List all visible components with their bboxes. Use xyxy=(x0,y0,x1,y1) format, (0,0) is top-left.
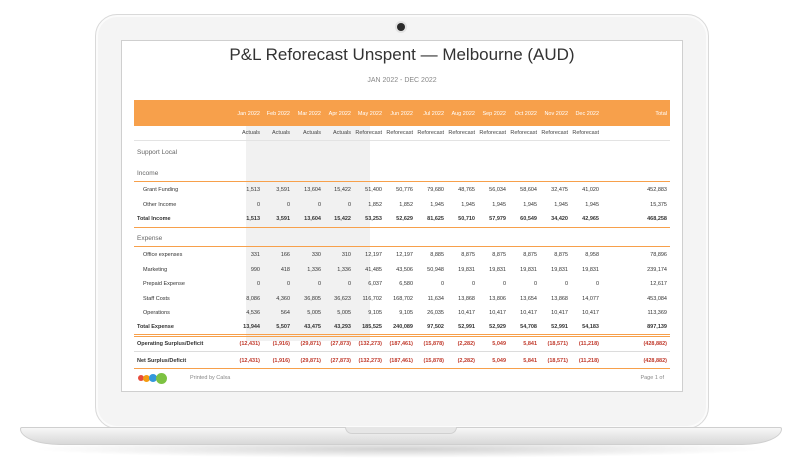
row-value: 3,591 xyxy=(276,187,290,193)
report-period: JAN 2022 - DEC 2022 xyxy=(367,77,437,84)
expense-total-divider xyxy=(134,334,670,335)
row-label: Total Expense xyxy=(137,324,174,330)
row-label: Total Income xyxy=(137,216,171,222)
row-value: 0 xyxy=(256,202,260,208)
column-type-label: Actuals xyxy=(241,130,260,136)
row-value: 13,654 xyxy=(520,295,537,302)
row-value: 166 xyxy=(280,252,290,258)
row-value: 13,604 xyxy=(304,187,321,193)
row-value: 54,183 xyxy=(582,324,599,330)
row-value: (29,871) xyxy=(300,341,321,347)
row-value: 12,617 xyxy=(650,281,667,287)
row-value: 0 xyxy=(595,281,599,287)
row-value: 8,086 xyxy=(246,295,260,302)
row-value: 6,037 xyxy=(368,281,382,287)
printed-by-text: Printed by Calxa xyxy=(190,375,231,381)
row-value: 5,841 xyxy=(523,358,537,364)
row-value: 1,945 xyxy=(523,202,537,208)
row-value: 5,049 xyxy=(492,341,506,347)
page-number: Page 1 of xyxy=(640,375,664,381)
report-title: P&L Reforecast Unspent — Melbourne (AUD) xyxy=(229,45,575,64)
row-value: 19,831 xyxy=(520,266,537,273)
column-header: Aug 2022 xyxy=(451,111,475,117)
row-value: 36,623 xyxy=(334,295,351,302)
row-value: 310 xyxy=(341,252,351,258)
row-value: 43,293 xyxy=(334,324,351,330)
row-value: 113,369 xyxy=(647,310,667,316)
row-value: 52,629 xyxy=(396,216,413,222)
row-value: 6,580 xyxy=(399,281,413,287)
row-value: (18,571) xyxy=(547,358,568,364)
row-value: 36,805 xyxy=(304,295,321,302)
column-header: Jul 2022 xyxy=(423,111,444,117)
row-value: 468,258 xyxy=(647,216,667,222)
row-value: (12,431) xyxy=(239,358,260,364)
row-value: (11,218) xyxy=(578,358,599,364)
row-value: (11,218) xyxy=(578,341,599,347)
row-value: 564 xyxy=(280,310,290,316)
expense-row xyxy=(134,307,670,319)
row-value: (15,878) xyxy=(423,358,444,364)
row-value: 10,417 xyxy=(458,310,475,316)
row-value: 0 xyxy=(256,281,260,287)
row-value: 0 xyxy=(564,281,568,287)
row-value: 990 xyxy=(250,266,260,273)
row-value: 8,875 xyxy=(461,252,475,258)
row-value: 330 xyxy=(311,252,321,258)
expense-row xyxy=(134,278,670,290)
row-value: 5,841 xyxy=(523,341,537,347)
row-value: (187,461) xyxy=(389,341,413,347)
row-value: 331 xyxy=(250,252,260,258)
column-type-label: Reforecast xyxy=(572,130,599,136)
row-value: 42,965 xyxy=(582,216,599,222)
row-value: 14,077 xyxy=(582,295,599,302)
row-value: (132,273) xyxy=(358,358,382,364)
row-label: Prepaid Expense xyxy=(143,281,185,287)
row-value: 185,525 xyxy=(362,324,382,330)
column-type-row xyxy=(134,126,670,141)
row-value: 0 xyxy=(533,281,537,287)
row-value: (27,873) xyxy=(330,358,351,364)
row-label: Operating Surplus/Deficit xyxy=(137,341,204,347)
column-header: Apr 2022 xyxy=(328,111,351,117)
group-label: Support Local xyxy=(137,149,178,156)
row-label: Marketing xyxy=(143,266,168,273)
row-value: 13,604 xyxy=(304,216,321,222)
row-value: 0 xyxy=(471,281,475,287)
row-value: 19,831 xyxy=(551,266,568,273)
row-value: 240,089 xyxy=(393,324,413,330)
row-value: 897,139 xyxy=(647,324,667,330)
row-value: 15,422 xyxy=(334,216,351,222)
row-value: (1,916) xyxy=(272,341,290,347)
row-value: (428,882) xyxy=(643,358,667,364)
income-divider xyxy=(134,181,670,182)
row-value: 9,105 xyxy=(368,310,382,316)
row-value: 34,420 xyxy=(551,216,568,222)
row-value: 1,513 xyxy=(246,216,260,222)
column-header: May 2022 xyxy=(357,111,382,117)
row-value: 50,710 xyxy=(458,216,475,222)
row-value: (15,878) xyxy=(423,341,444,347)
row-value: 3,591 xyxy=(276,216,290,222)
expense-total-double-divider xyxy=(134,336,670,337)
row-value: 10,417 xyxy=(489,310,506,316)
row-value: 81,625 xyxy=(427,216,444,222)
row-value: 15,375 xyxy=(650,202,667,208)
operating-surplus-row xyxy=(134,338,670,350)
row-value: 0 xyxy=(286,281,290,287)
column-type-label: Reforecast xyxy=(479,130,506,136)
row-value: 50,776 xyxy=(396,187,413,193)
row-value: 0 xyxy=(502,281,506,287)
row-value: 1,945 xyxy=(461,202,475,208)
row-value: 1,513 xyxy=(246,187,260,193)
row-value: 10,417 xyxy=(582,310,599,316)
row-value: (187,461) xyxy=(389,358,413,364)
column-header: Nov 2022 xyxy=(544,111,568,117)
column-header: Total xyxy=(655,111,667,117)
column-type-label: Reforecast xyxy=(417,130,444,136)
row-value: 1,945 xyxy=(492,202,506,208)
row-value: 0 xyxy=(317,202,321,208)
report-footer xyxy=(134,372,670,384)
row-value: 10,417 xyxy=(520,310,537,316)
row-value: 53,253 xyxy=(365,216,382,222)
row-value: (12,431) xyxy=(239,341,260,347)
row-value: 1,336 xyxy=(307,266,321,273)
row-label: Staff Costs xyxy=(143,295,170,302)
column-type-label: Actuals xyxy=(271,130,290,136)
column-header: Dec 2022 xyxy=(575,111,599,117)
row-value: 56,034 xyxy=(489,187,506,193)
row-value: 13,868 xyxy=(458,295,475,302)
row-value: 78,896 xyxy=(650,252,667,258)
row-value: 5,507 xyxy=(276,324,290,330)
column-header: Jun 2022 xyxy=(390,111,413,117)
row-value: 48,765 xyxy=(458,187,475,193)
row-value: 239,174 xyxy=(647,266,667,273)
row-value: 1,336 xyxy=(337,266,351,273)
expense-section-label: Expense xyxy=(137,235,163,242)
total-expense-row xyxy=(134,321,670,333)
row-value: 13,806 xyxy=(489,295,506,302)
logo-dot xyxy=(156,373,167,384)
column-type-label: Reforecast xyxy=(448,130,475,136)
row-value: 1,945 xyxy=(430,202,444,208)
row-value: 57,979 xyxy=(489,216,506,222)
income-row xyxy=(134,199,670,211)
row-value: (27,873) xyxy=(330,341,351,347)
operating-divider xyxy=(134,351,670,352)
row-value: 97,502 xyxy=(427,324,444,330)
column-type-label: Reforecast xyxy=(386,130,413,136)
row-value: 1,852 xyxy=(368,202,382,208)
row-value: (2,282) xyxy=(457,358,475,364)
row-value: 418 xyxy=(280,266,290,273)
row-value: 1,852 xyxy=(399,202,413,208)
row-value: 0 xyxy=(286,202,290,208)
row-label: Operations xyxy=(143,310,170,316)
row-value: 4,536 xyxy=(246,310,260,316)
row-value: 43,506 xyxy=(396,266,413,273)
laptop-screen xyxy=(121,40,683,392)
row-value: 26,035 xyxy=(427,310,444,316)
row-label: Office expenses xyxy=(143,252,183,258)
row-value: 19,831 xyxy=(458,266,475,273)
column-type-label: Reforecast xyxy=(541,130,568,136)
row-value: 5,005 xyxy=(337,310,351,316)
row-value: 52,991 xyxy=(458,324,475,330)
row-value: 168,702 xyxy=(393,295,413,302)
row-value: (29,871) xyxy=(300,358,321,364)
total-income-row xyxy=(134,213,670,225)
expense-row xyxy=(134,293,670,305)
row-value: 8,958 xyxy=(585,252,599,258)
row-value: 5,005 xyxy=(307,310,321,316)
row-value: (428,882) xyxy=(643,341,667,347)
row-value: (2,282) xyxy=(457,341,475,347)
expense-row xyxy=(134,249,670,261)
income-section-label: Income xyxy=(137,170,159,177)
row-value: 5,049 xyxy=(492,358,506,364)
row-value: 15,422 xyxy=(334,187,351,193)
row-value: 41,485 xyxy=(365,266,382,273)
row-label: Other Income xyxy=(143,202,177,208)
row-label: Net Surplus/Deficit xyxy=(137,358,187,364)
row-value: 0 xyxy=(440,281,444,287)
row-value: (18,571) xyxy=(547,341,568,347)
net-divider xyxy=(134,368,670,369)
row-value: 52,991 xyxy=(551,324,568,330)
row-value: 12,197 xyxy=(365,252,382,258)
expense-divider xyxy=(134,246,670,247)
expense-row xyxy=(134,264,670,276)
row-value: 43,475 xyxy=(304,324,321,330)
row-value: 51,400 xyxy=(365,187,382,193)
laptop-notch xyxy=(345,427,457,434)
row-value: 10,417 xyxy=(551,310,568,316)
column-header: Feb 2022 xyxy=(266,111,290,117)
row-value: 8,875 xyxy=(492,252,506,258)
column-header: Mar 2022 xyxy=(297,111,321,117)
row-value: 0 xyxy=(317,281,321,287)
row-value: 4,360 xyxy=(276,295,290,302)
column-header: Oct 2022 xyxy=(514,111,537,117)
row-value: 32,475 xyxy=(551,187,568,193)
column-type-label: Reforecast xyxy=(510,130,537,136)
row-value: (132,273) xyxy=(358,341,382,347)
webcam-icon xyxy=(397,23,405,31)
row-value: 1,945 xyxy=(585,202,599,208)
column-type-label: Actuals xyxy=(302,130,321,136)
net-surplus-row xyxy=(134,355,670,367)
row-value: 453,084 xyxy=(647,295,667,302)
row-value: 116,702 xyxy=(362,295,382,302)
row-value: 13,868 xyxy=(551,295,568,302)
row-value: 58,604 xyxy=(520,187,537,193)
column-type-label: Actuals xyxy=(332,130,351,136)
row-value: 9,105 xyxy=(399,310,413,316)
row-value: 79,680 xyxy=(427,187,444,193)
row-value: (1,916) xyxy=(272,358,290,364)
row-value: 50,948 xyxy=(427,266,444,273)
row-value: 452,883 xyxy=(647,187,667,193)
row-value: 19,831 xyxy=(582,266,599,273)
row-value: 19,831 xyxy=(489,266,506,273)
row-value: 41,020 xyxy=(582,187,599,193)
row-value: 1,945 xyxy=(554,202,568,208)
row-value: 12,197 xyxy=(396,252,413,258)
row-value: 11,634 xyxy=(427,295,444,302)
row-label: Grant Funding xyxy=(143,187,179,193)
row-value: 60,549 xyxy=(520,216,537,222)
column-type-label: Reforecast xyxy=(355,130,382,136)
row-value: 0 xyxy=(347,202,351,208)
row-value: 52,929 xyxy=(489,324,506,330)
row-value: 8,885 xyxy=(430,252,444,258)
column-header: Sep 2022 xyxy=(482,111,506,117)
row-value: 13,944 xyxy=(243,324,260,330)
row-value: 8,875 xyxy=(523,252,537,258)
row-value: 0 xyxy=(347,281,351,287)
row-value: 54,708 xyxy=(520,324,537,330)
income-row xyxy=(134,184,670,196)
row-value: 8,875 xyxy=(554,252,568,258)
income-total-divider xyxy=(134,227,670,228)
column-header-row xyxy=(134,100,670,126)
column-header: Jan 2022 xyxy=(237,111,260,117)
